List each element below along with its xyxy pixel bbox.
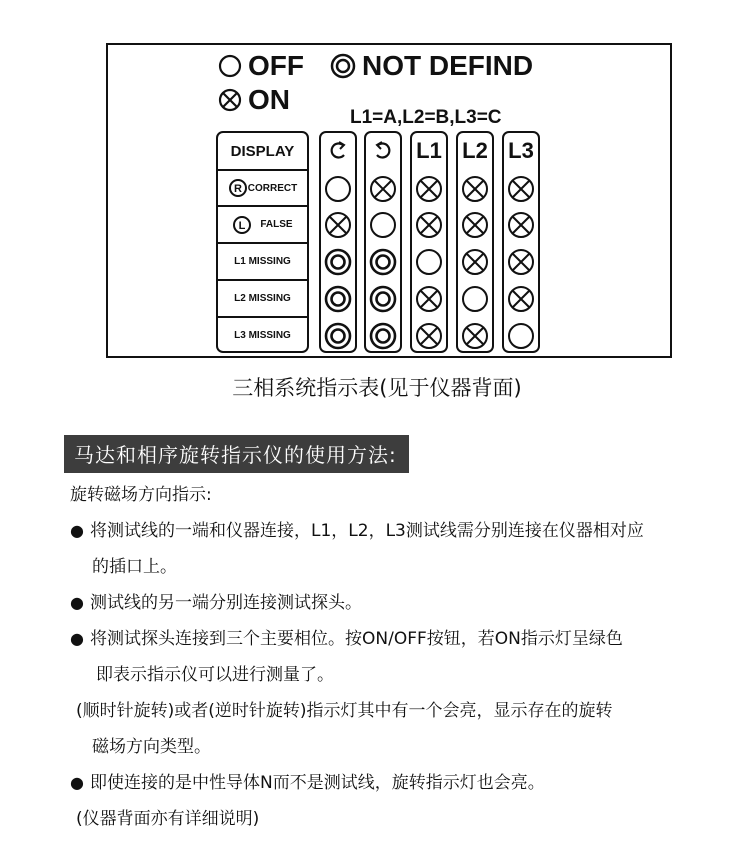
indicator-notdef-icon xyxy=(319,281,357,316)
indicator-on-icon xyxy=(456,318,494,353)
legend-off-label: OFF xyxy=(248,50,304,81)
instruction-item: ● 测试线的另一端分别连接测试探头。 xyxy=(70,588,730,618)
instruction-item: ● 将测试探头连接到三个主要相位。按ON/OFF按钮，若ON指示灯呈绿色 xyxy=(70,624,730,654)
legend-not-defined xyxy=(330,51,533,81)
indicator-off-icon xyxy=(364,207,402,242)
section-title: 马达和相序旋转指示仪的使用方法: xyxy=(64,435,409,473)
indicator-notdef-icon xyxy=(319,244,357,279)
phase-mapping-label: L1=A,L2=B,L3=C xyxy=(350,107,502,128)
svg-text:L: L xyxy=(239,219,246,232)
indicator-on-icon xyxy=(364,171,402,206)
indicator-on-icon xyxy=(410,281,448,316)
legend-not-defined-label: NOT DEFIND xyxy=(362,50,534,81)
indicator-on-icon xyxy=(319,207,357,242)
indicator-notdef-icon xyxy=(364,244,402,279)
indicator-on-icon xyxy=(410,207,448,242)
clockwise-r-icon xyxy=(228,178,248,198)
instruction-continuation: 磁场方向类型。 xyxy=(92,737,211,757)
bullet-icon: ● xyxy=(70,773,84,792)
on-crossed-circle-icon xyxy=(218,88,242,112)
indicator-on-icon xyxy=(502,281,540,316)
instruction-note: (顺时针旋转)或者(逆时针旋转)指示灯其中有一个会亮，显示存在的旋转 xyxy=(76,701,613,721)
instruction-item: ● 即使连接的是中性导体N而不是测试线，旋转指示灯也会亮。 xyxy=(70,768,730,798)
row-label-correct: R CORRECT xyxy=(216,171,309,205)
indicator-on-icon xyxy=(502,207,540,242)
not-defined-circle-icon xyxy=(330,53,356,79)
header-l3: L3 xyxy=(508,138,534,163)
counterclockwise-arrow-icon xyxy=(319,133,357,169)
off-circle-icon xyxy=(218,54,242,78)
bullet-icon: ● xyxy=(70,629,84,648)
legend-on xyxy=(218,85,290,115)
instruction-item: ● 将测试线的一端和仪器连接，L1，L2，L3测试线需分别连接在仪器相对应 xyxy=(70,516,730,546)
indicator-off-icon xyxy=(502,318,540,353)
indicator-on-icon xyxy=(410,318,448,353)
instruction-note: (仪器背面亦有详细说明) xyxy=(76,809,260,829)
indicator-off-icon xyxy=(319,171,357,206)
svg-text:R: R xyxy=(233,183,242,195)
header-display: DISPLAY xyxy=(230,142,295,160)
indicator-on-icon xyxy=(410,171,448,206)
legend-off xyxy=(218,51,304,81)
indicator-on-icon xyxy=(456,244,494,279)
header-l1: L1 xyxy=(416,138,442,163)
indicator-notdef-icon xyxy=(364,318,402,353)
indicator-off-icon xyxy=(410,244,448,279)
row-label-l1-missing: L1 MISSING xyxy=(234,256,291,267)
indicator-off-icon xyxy=(456,281,494,316)
indicator-on-icon xyxy=(456,207,494,242)
clockwise-arrow-icon xyxy=(364,133,402,169)
instruction-continuation: 的插口上。 xyxy=(92,557,177,577)
instructions xyxy=(70,480,730,834)
instruction-intro: 旋转磁场方向指示: xyxy=(70,485,212,505)
indicator-on-icon xyxy=(502,171,540,206)
row-label-l2-missing: L2 MISSING xyxy=(234,293,291,304)
legend-on-label: ON xyxy=(248,84,290,115)
indicator-notdef-icon xyxy=(319,318,357,353)
bullet-icon: ● xyxy=(70,521,84,540)
header-l2: L2 xyxy=(462,138,488,163)
row-label-false: L FALSE xyxy=(216,207,309,242)
phase-indicator-diagram xyxy=(106,43,672,358)
indicator-notdef-icon xyxy=(364,281,402,316)
indicator-on-icon xyxy=(502,244,540,279)
row-label-l3-missing: L3 MISSING xyxy=(234,330,291,341)
diagram-caption: 三相系统指示表(见于仪器背面) xyxy=(232,376,522,400)
indicator-on-icon xyxy=(456,171,494,206)
counterclockwise-l-icon xyxy=(232,215,252,235)
instruction-continuation: 即表示指示仪可以进行测量了。 xyxy=(96,665,334,685)
bullet-icon: ● xyxy=(70,593,84,612)
